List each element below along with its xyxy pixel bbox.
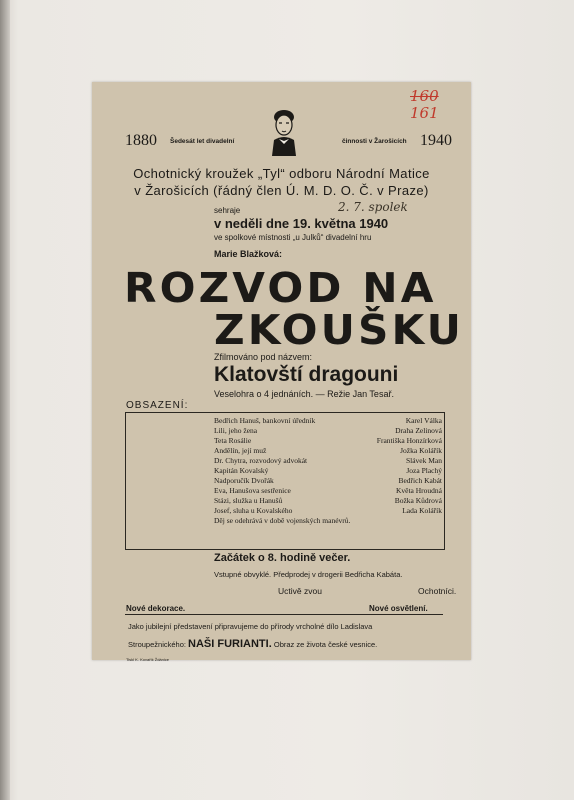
filmed-as-label: Zfilmováno pod názvem: (214, 352, 313, 362)
club-name-line-2: v Žarošicích (řádný člen Ú. M. D. O. Č. v Praze) (134, 183, 429, 198)
cast-row: Andělín, její muž Jožka Kolářík (214, 446, 442, 455)
divider-rule (125, 614, 443, 615)
new-decorations: Nové dekorace. (126, 604, 186, 613)
cast-box (125, 412, 445, 550)
theatre-poster (92, 82, 471, 660)
jubilee-line-1: Jako jubilejní představení připravujeme do přírody vrcholné dílo Ladislava (128, 622, 373, 631)
start-time: Začátek o 8. hodině večer. (214, 552, 351, 564)
plays-text: sehraje (214, 206, 241, 215)
cast-row: Bedřich Hanuš, bankovní úředník Karel Válka (214, 416, 442, 425)
cast-row: Lili, jeho žena Draha Zelinová (214, 426, 442, 435)
cast-heading: OBSAZENÍ: (126, 400, 189, 411)
film-title: Klatovští dragouni (214, 363, 399, 386)
play-author: Marie Blažková: (214, 249, 283, 259)
cast-setting: Děj se odehrává v době vojenských manévrů. (214, 516, 351, 525)
play-genre-director: Veselohra o 4 jednáních. — Režie Jan Tesař. (214, 389, 394, 399)
handwritten-number: 161 (410, 104, 439, 122)
event-venue: ve spolkové místnosti „u Julků“ divadelní hru (214, 233, 372, 242)
new-lighting: Nové osvětlení. (369, 604, 428, 613)
play-title-line-2: ZKOUŠKU (214, 306, 464, 354)
cast-row: Dr. Chytra, rozvodový advokát Slávek Man (214, 456, 442, 465)
binding-gutter (0, 0, 10, 800)
portrait-icon (264, 108, 304, 156)
cast-row: Teta Rosálie Františka Honzírková (214, 436, 442, 445)
printer-credit: Tiskl K. Kovařík Ždánice (126, 657, 169, 662)
cast-row: Nadporučík Dvořák Bedřich Kabát (214, 476, 442, 485)
anniversary-text-right: činnosti v Žarošicích (342, 138, 407, 145)
event-date: v neděli dne 19. května 1940 (214, 216, 389, 231)
play-title-line-1: ROZVOD NA (124, 264, 437, 312)
anniversary-text-left: Šedesát let divadelní (170, 138, 235, 145)
jubilee-line-2: Stroupežnického: NAŠI FURIANTI. Obraz ze života české vesnice. (128, 638, 378, 650)
cast-row: Kapitán Kovalský Joza Plachý (214, 466, 442, 475)
invite-signature: Ochotníci. (418, 586, 457, 596)
invite-text: Uctivě zvou (278, 586, 322, 596)
year-right: 1940 (420, 132, 452, 149)
handwritten-number-crossed: 160 (410, 87, 439, 105)
year-left: 1880 (125, 132, 157, 149)
entry-info: Vstupné obvyklé. Předprodej v drogerii Bedřicha Kabáta. (214, 570, 403, 579)
cast-row: Eva, Hanušova sestřenice Květa Hroudná (214, 486, 442, 495)
club-name-line-1: Ochotnický kroužek „Tyl“ odboru Národní Matice (133, 166, 430, 181)
cast-row: Stázi, služka u Hanušů Božka Kůdrová (214, 496, 442, 505)
cast-row: Josef, sluha u Kovalského Lada Kolářík (214, 506, 442, 515)
handwritten-date-note: 2. 7. spolek (338, 200, 408, 214)
